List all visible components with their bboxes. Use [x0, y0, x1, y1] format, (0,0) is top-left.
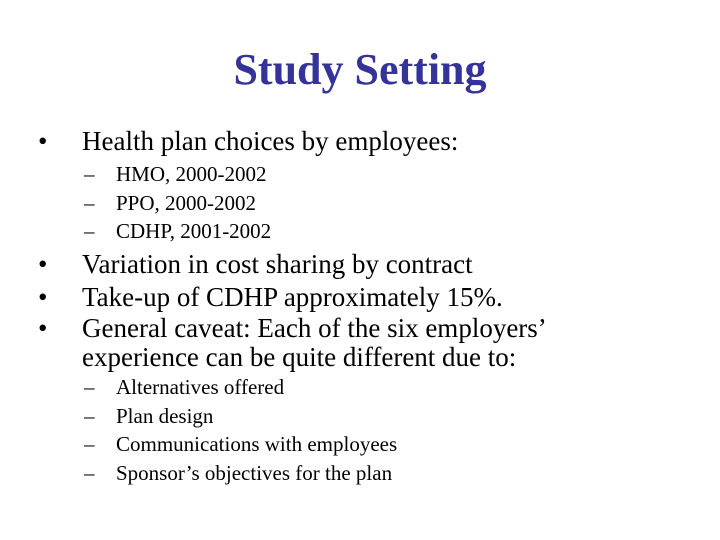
sub-item-text: CDHP, 2001-2002 [116, 219, 272, 243]
sub-item-text: HMO, 2000-2002 [116, 162, 267, 186]
bullet-text: Health plan choices by employees: [82, 126, 459, 156]
bullet-text: Take-up of CDHP approximately 15%. [82, 282, 503, 312]
sub-item-text: Plan design [116, 404, 214, 428]
dash-icon: – [84, 219, 95, 243]
sub-item-text: Alternatives offered [116, 375, 285, 399]
bullet-text-line-2: experience can be quite different due to: [82, 342, 517, 372]
dash-icon: – [84, 404, 95, 428]
sub-item-text: Sponsor’s objectives for the plan [116, 461, 393, 485]
sub-item-text: Communications with employees [116, 432, 398, 456]
bullet-icon: • [38, 313, 48, 343]
dash-icon: – [84, 432, 95, 456]
dash-icon: – [84, 375, 95, 399]
slide-title: Study Setting [233, 45, 487, 94]
dash-icon: – [84, 191, 95, 215]
bullet-text: Variation in cost sharing by contract [82, 249, 473, 279]
bullet-icon: • [38, 249, 48, 279]
sub-item-text: PPO, 2000-2002 [116, 191, 257, 215]
bullet-text-line-1: General caveat: Each of the six employers’ [82, 313, 547, 343]
bullet-icon: • [38, 282, 48, 312]
dash-icon: – [84, 461, 95, 485]
bullet-icon: • [38, 126, 48, 156]
dash-icon: – [84, 162, 95, 186]
